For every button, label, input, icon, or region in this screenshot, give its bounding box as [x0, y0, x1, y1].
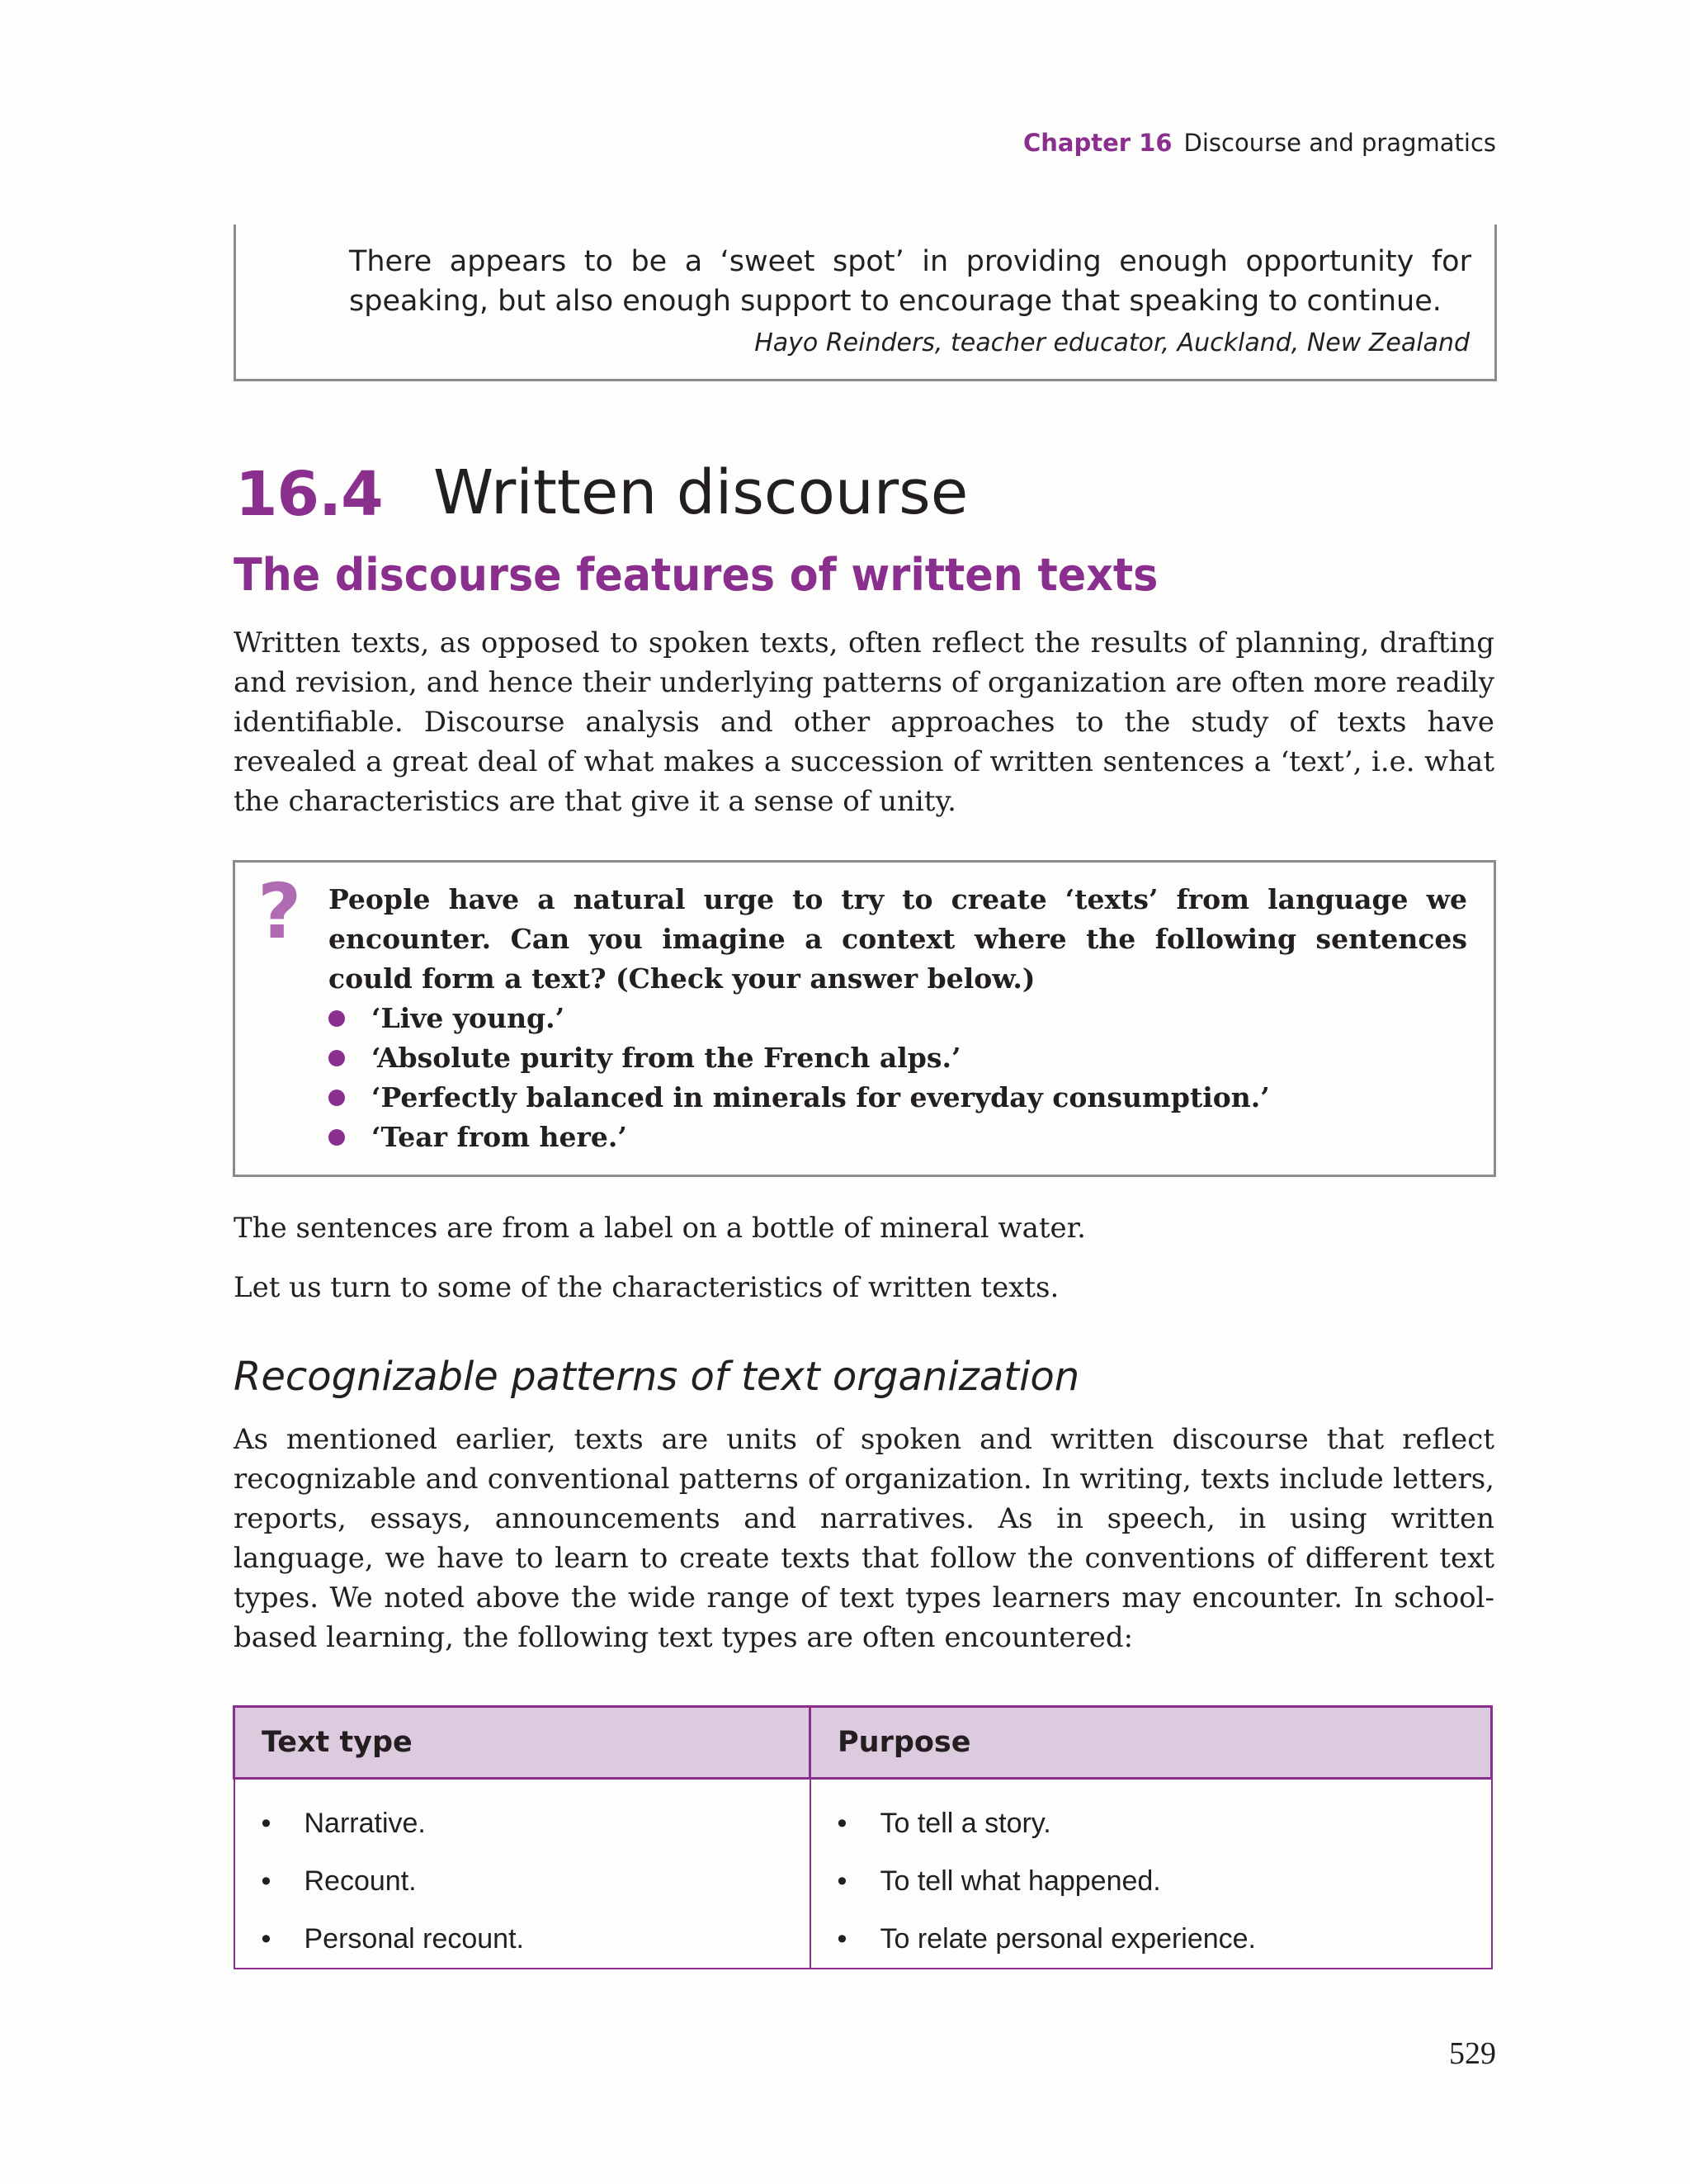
list-item — [262, 1794, 810, 1852]
question-prompt: People have a natural urge to try to create ‘texts’ from language we encounter. Can you imagine a context where the following sentences could form a text? (Check your answer below.) — [328, 883, 1467, 995]
bullet-icon — [328, 1129, 345, 1146]
list-item — [328, 1038, 1270, 1078]
section-title: Written discourse — [433, 457, 969, 528]
column-header-purpose: Purpose — [810, 1707, 1492, 1779]
question-item-list — [328, 999, 1270, 1157]
list-item — [262, 1910, 810, 1968]
running-header — [1023, 129, 1496, 157]
bullet-icon: • — [837, 1808, 847, 1839]
list-item-text: ‘Live young.’ — [371, 1002, 565, 1034]
bullet-icon: • — [837, 1865, 847, 1897]
list-item — [262, 1852, 810, 1910]
bullet-icon: • — [837, 1923, 847, 1955]
list-item — [838, 1910, 1491, 1968]
list-item-text: To tell a story. — [880, 1808, 1051, 1839]
section-label: Discourse and pragmatics — [1183, 129, 1496, 157]
table-header-row — [234, 1707, 1492, 1779]
list-item-text: Narrative. — [304, 1808, 426, 1839]
body-paragraph: The sentences are from a label on a bottle of mineral water. — [234, 1212, 1086, 1245]
body-paragraph: Written texts, as opposed to spoken texts, often reflect the results of planning, drafting and revision, and hence their underlying patterns of organization are often more readily identifiable. Discourse analysis and other approaches to the study of texts have revealed a great deal of what makes a succession of written sentences a ‘text’, i.e. what the characteristics are that give it a sense of unity. — [234, 626, 1494, 818]
bullet-icon: • — [261, 1865, 271, 1897]
table-row — [234, 1779, 1492, 1969]
text-type-list — [262, 1794, 810, 1968]
purpose-list — [838, 1794, 1491, 1968]
list-item — [328, 1078, 1270, 1118]
bullet-icon — [328, 1090, 345, 1106]
list-item-text: ‘Tear from here.’ — [371, 1121, 627, 1153]
bullet-icon — [328, 1050, 345, 1066]
bullet-icon — [328, 1010, 345, 1027]
list-item-text: ‘Perfectly balanced in minerals for everyday consumption.’ — [371, 1081, 1270, 1113]
list-item-text: To tell what happened. — [880, 1865, 1161, 1897]
purpose-cell — [810, 1779, 1492, 1969]
list-item — [838, 1794, 1491, 1852]
list-item — [328, 1118, 1270, 1157]
quote-attribution: Hayo Reinders, teacher educator, Auckland, New Zealand — [754, 329, 1470, 357]
column-header-text-type: Text type — [234, 1707, 810, 1779]
text-type-table — [233, 1705, 1493, 1969]
list-item — [328, 999, 1270, 1038]
list-item-text: ‘Absolute purity from the French alps.’ — [371, 1042, 961, 1074]
italic-subheading: Recognizable patterns of text organization — [234, 1354, 1080, 1400]
subsection-title: The discourse features of written texts — [234, 549, 1159, 601]
list-item-text: To relate personal experience. — [880, 1923, 1256, 1955]
page-number: 529 — [1449, 2036, 1496, 2071]
body-paragraph: Let us turn to some of the characteristics of written texts. — [234, 1271, 1060, 1304]
bullet-icon: • — [261, 1923, 271, 1955]
chapter-label: Chapter 16 — [1023, 129, 1173, 157]
body-paragraph: As mentioned earlier, texts are units of spoken and written discourse that reflect recognizable and conventional patterns of organization. In writing, texts include letters, reports, essays, announcements and narratives. As in speech, in using written language, we have to learn to create texts that follow the conventions of different text types. We noted above the wide range of text types learners may encounter. In school-based learning, the following text types are often encountered: — [234, 1423, 1494, 1654]
list-item-text: Recount. — [304, 1865, 417, 1897]
quote-text: There appears to be a ‘sweet spot’ in providing enough opportunity for speaking, but also enough support to encourage that speaking to continue. — [349, 245, 1471, 318]
bullet-icon: • — [261, 1808, 271, 1839]
text-type-cell — [234, 1779, 810, 1969]
list-item — [838, 1852, 1491, 1910]
question-mark-icon: ? — [257, 867, 302, 956]
section-number: 16.4 — [235, 459, 383, 530]
list-item-text: Personal recount. — [304, 1923, 524, 1955]
